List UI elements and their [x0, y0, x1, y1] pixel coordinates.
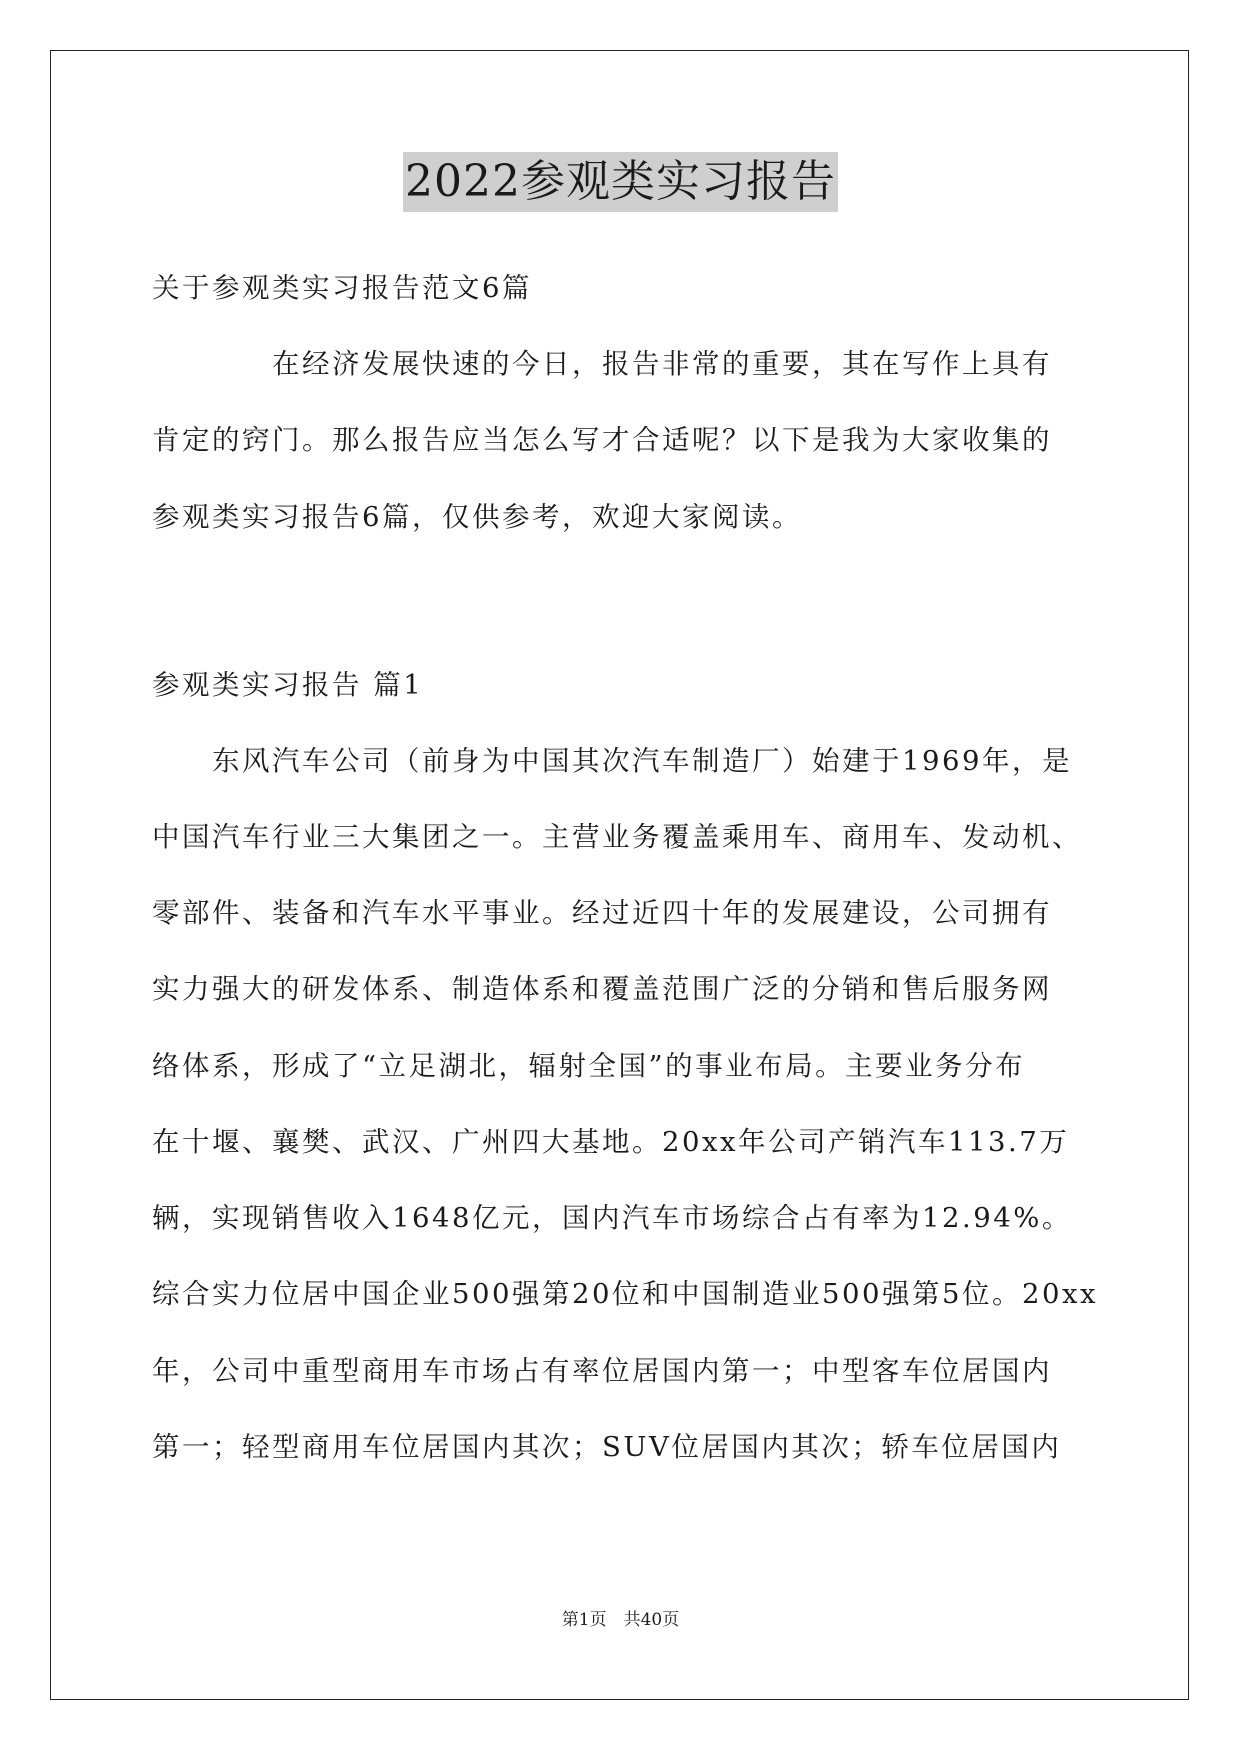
page-footer: 第1页 共40页 [561, 1610, 680, 1630]
body-line: 辆，实现销售收入1648亿元，国内汽车市场综合占有率为12.94%。 [152, 1202, 1072, 1234]
body-line: 年，公司中重型商用车市场占有率位居国内第一；中型客车位居国内 [152, 1355, 1052, 1387]
body-line: 东风汽车公司（前身为中国其次汽车制造厂）始建于1969年，是 [212, 745, 1072, 777]
intro-line: 肯定的窍门。那么报告应当怎么写才合适呢？以下是我为大家收集的 [152, 424, 1052, 456]
body-line: 第一；轻型商用车位居国内其次；SUV位居国内其次；轿车位居国内 [152, 1431, 1062, 1463]
intro-line: 参观类实习报告6篇，仅供参考，欢迎大家阅读。 [152, 501, 802, 533]
body-line: 在十堰、襄樊、武汉、广州四大基地。20xx年公司产销汽车113.7万 [152, 1126, 1070, 1158]
section-heading: 参观类实习报告 篇1 [152, 669, 424, 701]
document-title: 2022参观类实习报告 [403, 152, 838, 212]
body-line: 综合实力位居中国企业500强第20位和中国制造业500强第5位。20xx [152, 1278, 1098, 1310]
body-line: 络体系，形成了“立足湖北，辐射全国”的事业布局。主要业务分布 [152, 1050, 1026, 1082]
intro-line: 在经济发展快速的今日，报告非常的重要，其在写作上具有 [272, 348, 1052, 380]
body-line: 中国汽车行业三大集团之一。主营业务覆盖乘用车、商用车、发动机、 [152, 821, 1082, 853]
title-container [0, 152, 1241, 212]
body-line: 实力强大的研发体系、制造体系和覆盖范围广泛的分销和售后服务网 [152, 973, 1052, 1005]
body-line: 零部件、装备和汽车水平事业。经过近四十年的发展建设，公司拥有 [152, 897, 1052, 929]
document-subtitle: 关于参观类实习报告范文6篇 [152, 272, 532, 304]
